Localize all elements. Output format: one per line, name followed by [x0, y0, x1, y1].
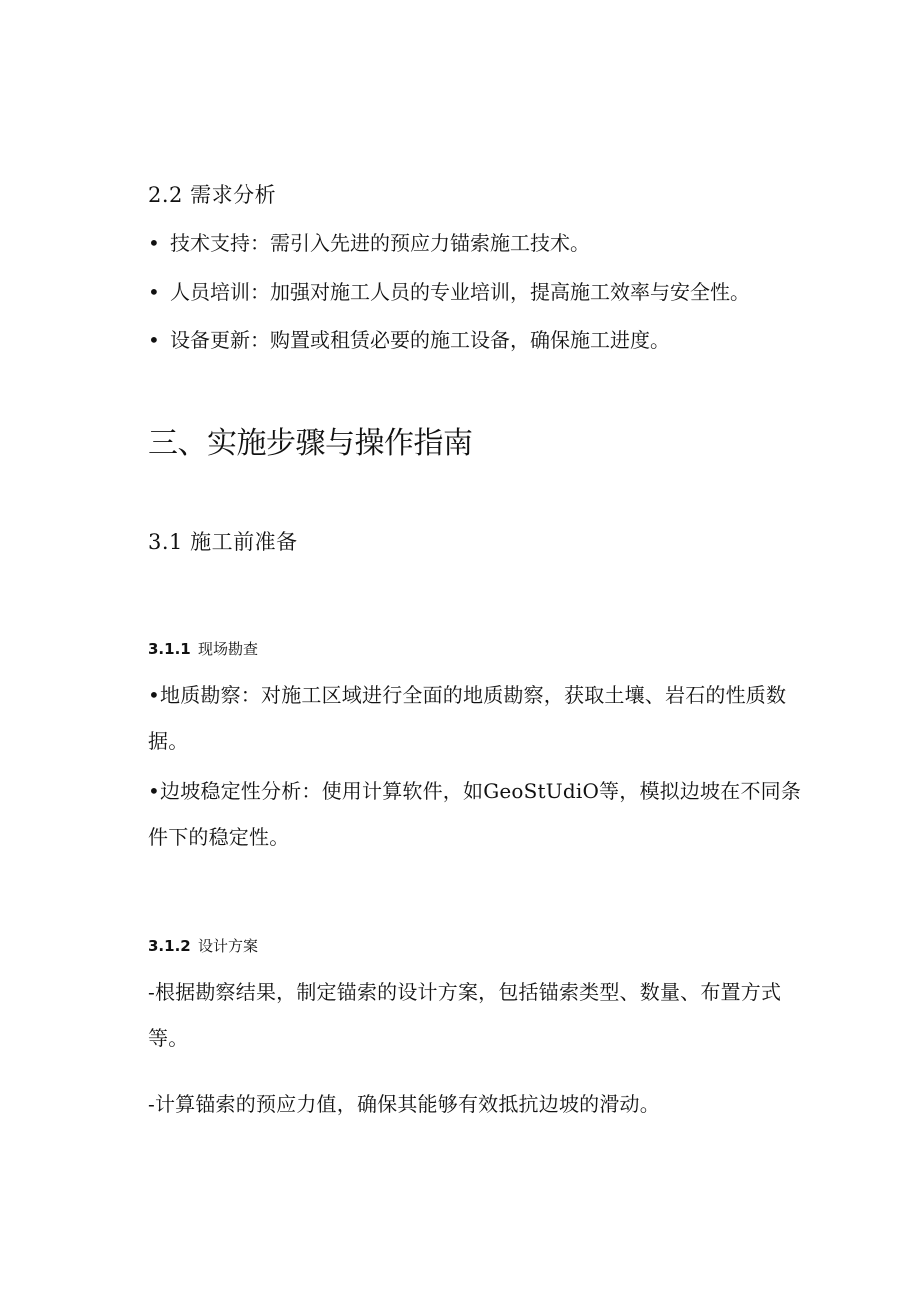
- bullet-marker: •: [148, 231, 160, 255]
- paragraph-geological-survey: •地质勘察：对施工区域进行全面的地质勘察，获取土壤、岩石的性质数据。: [148, 683, 787, 753]
- bullet-text: 技术支持：需引入先进的预应力锚索施工技术。: [170, 231, 590, 255]
- bullet-marker: •: [148, 328, 160, 352]
- bullet-item: [148, 228, 818, 258]
- paragraph-prestress-calc: -计算锚索的预应力值，确保其能够有效抵抗边坡的滑动。: [148, 1092, 660, 1116]
- chapter-3-title: 三、实施步骤与操作指南: [148, 426, 473, 461]
- paragraph-slope-stability: •边坡稳定性分析：使用计算软件，如GeoStUdiO等，模拟边坡在不同条件下的稳定性。: [148, 779, 802, 849]
- section-label: 现场勘查: [198, 640, 259, 658]
- section-3-1-2-heading: [148, 934, 818, 958]
- paragraph-design-plan: -根据勘察结果，制定锚索的设计方案，包括锚索类型、数量、布置方式等。: [148, 980, 782, 1050]
- section-number: 3.1.1: [148, 640, 191, 658]
- bullet-text: 人员培训：加强对施工人员的专业培训，提高施工效率与安全性。: [170, 280, 750, 304]
- section-number: 3.1.2: [148, 937, 191, 955]
- bullet-text: 设备更新：购置或租赁必要的施工设备，确保施工进度。: [170, 328, 670, 352]
- section-label: 设计方案: [198, 937, 259, 955]
- bullet-marker: •: [148, 280, 160, 304]
- section-3-1-title: 3.1 施工前准备: [148, 530, 298, 554]
- bullet-item: [148, 325, 818, 355]
- bullet-item: [148, 277, 818, 307]
- section-2-2-title: 2.2 需求分析: [148, 183, 277, 207]
- section-3-1-1-heading: [148, 637, 818, 661]
